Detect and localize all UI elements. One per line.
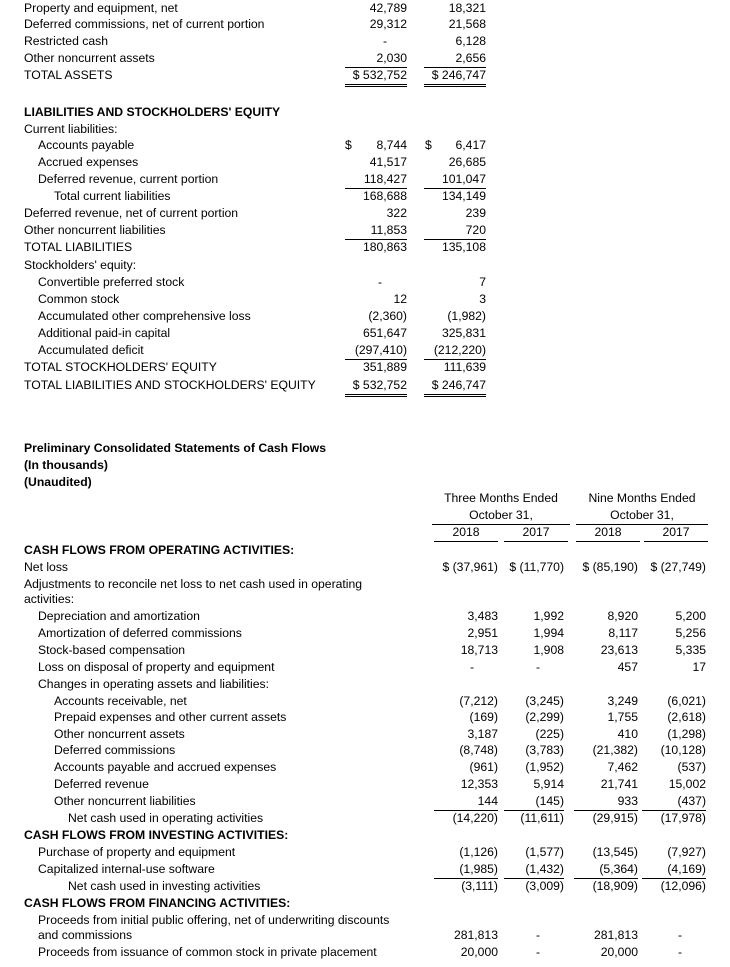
cash-flow-row — [0, 559, 730, 576]
cash-flow-subtitle-row — [0, 457, 730, 474]
cash-flow-value: (29,915) — [592, 811, 638, 825]
cash-flow-value: $ (85,190) — [582, 560, 638, 574]
cash-flow-value: (437) — [642, 793, 706, 811]
cash-flow-value: (3,009) — [525, 879, 564, 893]
value-2019: 322 — [386, 206, 407, 220]
statement-title: Preliminary Consolidated Statements of Cash Flows — [24, 441, 327, 455]
cash-flow-row — [0, 693, 730, 710]
row-label: Deferred commissions, net of current portion — [24, 17, 265, 31]
cash-flow-row — [0, 742, 730, 759]
cash-flow-value: (1,298) — [667, 727, 706, 741]
row-label: Net loss — [24, 560, 69, 574]
value-2019: - — [382, 34, 387, 48]
value-2019: - — [377, 275, 382, 289]
row-label: Restricted cash — [24, 34, 108, 48]
cash-flow-value: (21,382) — [592, 743, 638, 757]
cash-flow-subtitle-row — [0, 474, 730, 491]
row-label: Stockholders' equity: — [24, 258, 137, 272]
cash-flow-value: (6,021) — [667, 694, 706, 708]
liability-row — [0, 257, 730, 274]
value-2019: 11,853 — [345, 222, 407, 240]
liability-row — [0, 308, 730, 325]
cash-flow-value: 1,994 — [533, 626, 564, 640]
cash-flow-value: - — [469, 660, 474, 674]
liability-row — [0, 291, 730, 308]
row-label: Stock-based compensation — [38, 643, 186, 657]
cash-flow-row — [0, 810, 730, 827]
value-2018: 3 — [479, 292, 486, 306]
row-label: Accounts payable and accrued expenses — [54, 760, 277, 774]
cash-flow-value: 20,000 — [460, 945, 498, 959]
row-label: Changes in operating assets and liabilities: — [38, 677, 270, 691]
liability-row — [0, 325, 730, 342]
balance-row-total — [0, 67, 730, 84]
balance-row — [0, 16, 730, 33]
row-label: activities: — [24, 592, 75, 606]
cash-flow-value: (17,978) — [660, 811, 706, 825]
cash-flow-value: 15,002 — [668, 777, 706, 791]
value-2018: $ 246,747 — [424, 67, 486, 87]
liability-row — [0, 377, 730, 394]
cash-flow-value: 21,741 — [600, 777, 638, 791]
row-label: Accounts receivable, net — [54, 694, 187, 708]
liability-row — [0, 205, 730, 222]
year-header: 2018 — [434, 524, 498, 542]
column-group-subheader: October 31, — [432, 507, 570, 525]
cash-flow-value: 5,256 — [675, 626, 706, 640]
cash-flow-value: 12,353 — [460, 777, 498, 791]
column-group-subheader: October 31, — [576, 507, 708, 525]
cash-flow-row — [0, 726, 730, 743]
value-2019: (2,360) — [368, 309, 407, 323]
cash-flow-value: (2,618) — [667, 710, 706, 724]
value-2018: 134,149 — [441, 189, 486, 203]
cash-flow-value: (7,927) — [667, 845, 706, 859]
year-header: 2017 — [504, 524, 568, 542]
cash-flow-value: 18,713 — [460, 643, 498, 657]
cash-flow-value: (10,128) — [660, 743, 706, 757]
row-label: Other noncurrent liabilities — [24, 223, 166, 237]
cash-flow-value: (3,111) — [461, 879, 498, 893]
value-2019: 41,517 — [369, 155, 407, 169]
cash-flow-value: - — [535, 945, 540, 959]
value-2018: 135,108 — [441, 240, 486, 254]
column-group-header: Nine Months Ended — [588, 491, 696, 505]
cash-flow-value: 8,920 — [607, 609, 638, 623]
row-label: TOTAL ASSETS — [24, 68, 113, 82]
cash-flow-row — [0, 861, 730, 878]
cash-flow-value: 5,335 — [675, 643, 706, 657]
liability-row — [0, 121, 730, 138]
cash-flow-value: (11,611) — [520, 811, 564, 825]
cash-flow-value: (4,169) — [642, 861, 706, 879]
liability-row — [0, 359, 730, 376]
liability-row — [0, 188, 730, 205]
cash-flow-value: - — [677, 945, 682, 959]
row-label: Deferred revenue, current portion — [38, 172, 219, 186]
cash-flow-value: 5,200 — [675, 609, 706, 623]
row-label: TOTAL LIABILITIES AND STOCKHOLDERS' EQUITY — [24, 378, 316, 392]
cash-flow-value: (225) — [535, 727, 564, 741]
value-2019: 168,688 — [362, 189, 407, 203]
value-2019: $ 532,752 — [345, 377, 407, 397]
cash-flow-row — [0, 759, 730, 776]
cash-flow-value: (5,364) — [574, 861, 638, 879]
row-label: Total current liabilities — [54, 189, 171, 203]
row-label: Amortization of deferred commissions — [38, 626, 242, 640]
cash-flow-value: 457 — [617, 660, 638, 674]
cash-flow-value: 3,483 — [467, 609, 498, 623]
cash-flow-row — [0, 676, 730, 693]
cash-flow-value: 281,813 — [453, 928, 498, 942]
cash-flow-value: 3,249 — [607, 694, 638, 708]
statement-subtitle: (In thousands) — [24, 458, 108, 472]
cash-flow-value: 20,000 — [600, 945, 638, 959]
row-label: Prepaid expenses and other current assets — [54, 710, 287, 724]
balance-row — [0, 0, 730, 17]
row-label: CASH FLOWS FROM FINANCING ACTIVITIES: — [24, 896, 291, 910]
cash-flow-row — [0, 608, 730, 625]
cash-flow-value: - — [677, 928, 682, 942]
row-label: Other noncurrent assets — [24, 51, 155, 65]
balance-row — [0, 33, 730, 50]
value-2018: 101,047 — [424, 171, 486, 189]
value-2019: 8,744 — [376, 138, 407, 152]
value-2018: 18,321 — [448, 1, 486, 15]
value-2018: 2,656 — [424, 50, 486, 68]
cash-flow-value: $ (27,749) — [650, 560, 706, 574]
value-2018: 21,568 — [448, 17, 486, 31]
row-label: Deferred revenue — [54, 777, 149, 791]
value-2018: 6,417 — [455, 138, 486, 152]
cash-flow-row — [0, 827, 730, 844]
cash-flow-value: - — [535, 928, 540, 942]
row-label: Deferred commissions — [54, 743, 176, 757]
cash-flow-row — [0, 878, 730, 895]
value-2019: 2,030 — [345, 50, 407, 68]
row-label: Adjustments to reconcile net loss to net cash used in operating — [24, 577, 363, 591]
value-2018: 325,831 — [441, 326, 486, 340]
cash-flow-value: (3,245) — [525, 694, 564, 708]
row-label: Proceeds from initial public offering, net of underwriting discounts — [38, 913, 390, 927]
value-2018: $ 246,747 — [424, 377, 486, 397]
row-label: Additional paid-in capital — [38, 326, 171, 340]
cash-flow-row — [0, 776, 730, 793]
row-label: Convertible preferred stock — [38, 275, 185, 289]
cash-flow-row — [0, 625, 730, 642]
value-2019: 12 — [393, 292, 407, 306]
column-group-header: Three Months Ended — [444, 491, 558, 505]
cash-flow-value: (145) — [504, 793, 564, 811]
cash-flow-value: 7,462 — [607, 760, 638, 774]
cash-flow-row — [0, 895, 730, 912]
cash-flow-row — [0, 793, 730, 810]
cash-flow-value: 3,187 — [467, 727, 498, 741]
liability-row — [0, 137, 730, 154]
section-title: LIABILITIES AND STOCKHOLDERS' EQUITY — [24, 105, 281, 119]
row-label: Accumulated other comprehensive loss — [38, 309, 251, 323]
cash-flow-value: 5,914 — [533, 777, 564, 791]
cash-flow-value: 1,992 — [533, 609, 564, 623]
cash-flow-value: $ (37,961) — [442, 560, 498, 574]
value-2018: 239 — [465, 206, 486, 220]
value-2018: 7 — [479, 275, 486, 289]
cash-flow-value: 1,755 — [607, 710, 638, 724]
cash-flow-value: 933 — [574, 793, 638, 811]
cash-flow-value: 23,613 — [600, 643, 638, 657]
cash-flow-value: (169) — [469, 710, 498, 724]
cash-flow-value: (1,577) — [525, 845, 564, 859]
row-label: Loss on disposal of property and equipment — [38, 660, 275, 674]
cash-flow-value: (8,748) — [459, 743, 498, 757]
value-2019: (297,410) — [345, 342, 407, 360]
row-label: CASH FLOWS FROM OPERATING ACTIVITIES: — [24, 543, 295, 557]
cash-flow-row — [0, 659, 730, 676]
liability-row — [0, 239, 730, 256]
cash-flow-value: (2,299) — [525, 710, 564, 724]
cash-flow-value: - — [535, 660, 540, 674]
cash-flow-row — [0, 927, 730, 944]
cash-flow-value: 410 — [617, 727, 638, 741]
cash-flow-row — [0, 642, 730, 659]
year-header: 2018 — [576, 524, 640, 542]
cash-flow-value: 2,951 — [467, 626, 498, 640]
liability-row — [0, 274, 730, 291]
cash-flow-value: 144 — [434, 793, 498, 811]
value-2019: 118,427 — [345, 171, 407, 189]
cash-flow-value: (1,985) — [434, 861, 498, 879]
row-label: Proceeds from issuance of common stock in private placement — [38, 945, 377, 959]
cash-flow-value: (3,783) — [525, 743, 564, 757]
liability-row — [0, 154, 730, 171]
cash-flow-value: (961) — [469, 760, 498, 774]
row-label: Net cash used in operating activities — [68, 811, 264, 825]
cash-flow-value: (1,952) — [525, 760, 564, 774]
liabilities-heading — [0, 104, 730, 121]
row-label: Net cash used in investing activities — [68, 879, 261, 893]
cash-flow-row — [0, 944, 730, 961]
row-label: Common stock — [38, 292, 120, 306]
value-2018: 111,639 — [443, 360, 486, 374]
row-label: Purchase of property and equipment — [38, 845, 236, 859]
row-label: Deferred revenue, net of current portion — [24, 206, 239, 220]
cash-flow-value: 1,908 — [533, 643, 564, 657]
value-2018: 6,128 — [455, 34, 486, 48]
value-2019: 351,889 — [362, 360, 407, 374]
year-header: 2017 — [644, 524, 708, 542]
value-2018: 720 — [424, 222, 486, 240]
cash-flow-row — [0, 844, 730, 861]
row-label: Property and equipment, net — [24, 1, 178, 15]
liability-row — [0, 171, 730, 188]
cash-flow-row — [0, 709, 730, 726]
liability-row — [0, 342, 730, 359]
value-2018: 26,685 — [448, 155, 486, 169]
row-label: CASH FLOWS FROM INVESTING ACTIVITIES: — [24, 828, 289, 842]
row-label: TOTAL LIABILITIES — [24, 240, 133, 254]
cash-flow-value: (18,909) — [592, 879, 638, 893]
value-2019: 29,312 — [369, 17, 407, 31]
balance-row — [0, 50, 730, 67]
row-label: Accumulated deficit — [38, 343, 144, 357]
cash-flow-value: (1,126) — [459, 845, 498, 859]
row-label: Accounts payable — [38, 138, 135, 152]
cash-flow-value: 281,813 — [593, 928, 638, 942]
cash-flow-value: (7,212) — [459, 694, 498, 708]
row-label: Other noncurrent liabilities — [54, 794, 196, 808]
cash-flow-value: (537) — [677, 760, 706, 774]
cash-flow-title-row — [0, 440, 730, 457]
value-2019: 180,863 — [362, 240, 407, 254]
cash-flow-value: 8,117 — [608, 626, 638, 640]
cash-flow-value: 17 — [692, 660, 706, 674]
value-2019: 651,647 — [362, 326, 407, 340]
dollar-sign: $ — [425, 138, 432, 152]
row-label: Depreciation and amortization — [38, 609, 200, 623]
cash-flow-value: (1,432) — [504, 861, 564, 879]
row-label: Capitalized internal-use software — [38, 862, 215, 876]
value-2019: $ 532,752 — [345, 67, 407, 87]
value-2018: (1,982) — [447, 309, 486, 323]
cash-flow-value: $ (11,770) — [509, 560, 564, 574]
cash-flow-value: (13,545) — [592, 845, 638, 859]
dollar-sign: $ — [345, 138, 352, 152]
row-label: TOTAL STOCKHOLDERS' EQUITY — [24, 360, 217, 374]
liability-row — [0, 222, 730, 239]
row-label: Accrued expenses — [38, 155, 139, 169]
value-2018: (212,220) — [424, 342, 486, 360]
row-label: Current liabilities: — [24, 122, 118, 136]
value-2019: 42,789 — [369, 1, 407, 15]
cash-flow-value: (14,220) — [452, 811, 498, 825]
row-label: and commissions — [38, 928, 133, 942]
cash-flow-value: (12,096) — [660, 879, 706, 893]
statement-subtitle: (Unaudited) — [24, 475, 92, 489]
row-label: Other noncurrent assets — [54, 727, 185, 741]
cash-flow-row — [0, 542, 730, 559]
cash-flow-row — [0, 591, 730, 608]
